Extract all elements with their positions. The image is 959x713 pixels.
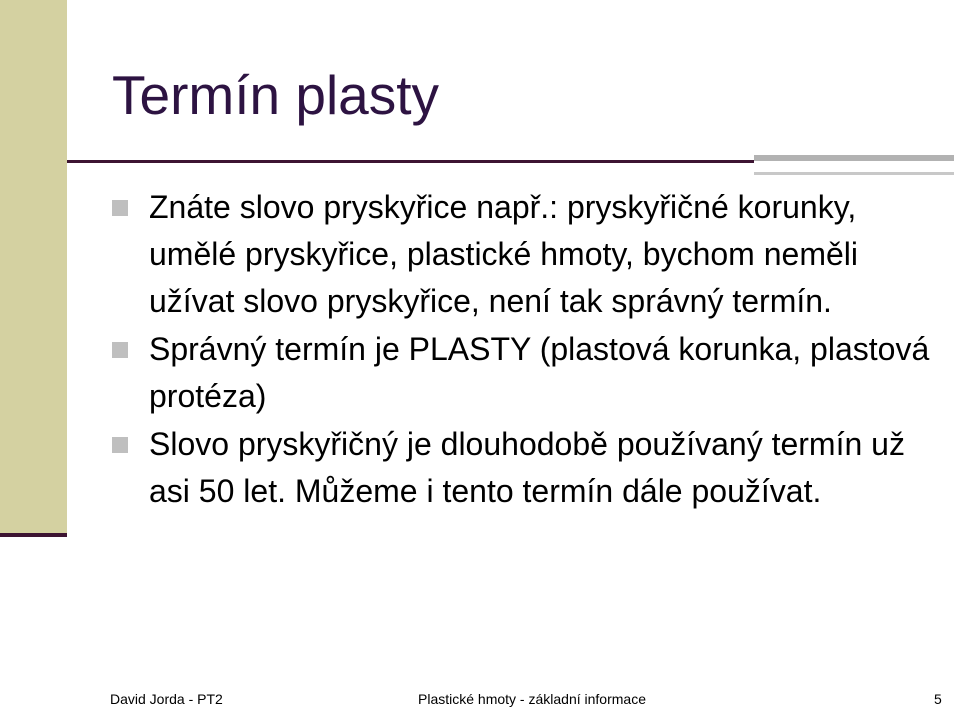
title-divider	[67, 160, 754, 163]
bullet-text: Slovo pryskyřičný je dlouhodobě používaný termín už asi 50 let. Můžeme i tento termín dále používat.	[149, 426, 905, 509]
title-divider-accent	[754, 155, 954, 161]
decorative-side-bar	[0, 0, 67, 535]
bullet-item	[112, 326, 932, 420]
footer-subject: Plastické hmoty - základní informace	[418, 691, 646, 707]
bullet-text: Správný termín je PLASTY (plastová korunka, plastová protéza)	[149, 331, 930, 414]
bullet-list	[112, 184, 932, 516]
bullet-item	[112, 184, 932, 325]
title-divider-accent-thin	[754, 172, 954, 175]
slide-title: Termín plasty	[112, 64, 440, 126]
footer-author: David Jorda - PT2	[110, 691, 223, 707]
footer-page-number: 5	[934, 691, 942, 707]
square-bullet-icon	[112, 200, 128, 216]
square-bullet-icon	[112, 437, 128, 453]
square-bullet-icon	[112, 342, 128, 358]
bullet-item	[112, 421, 932, 515]
side-bar-underline	[0, 533, 67, 537]
bullet-text: Znáte slovo pryskyřice např.: pryskyřičné korunky, umělé pryskyřice, plastické hmoty, bychom neměli užívat slovo pryskyřice, není tak správný termín.	[149, 189, 858, 319]
